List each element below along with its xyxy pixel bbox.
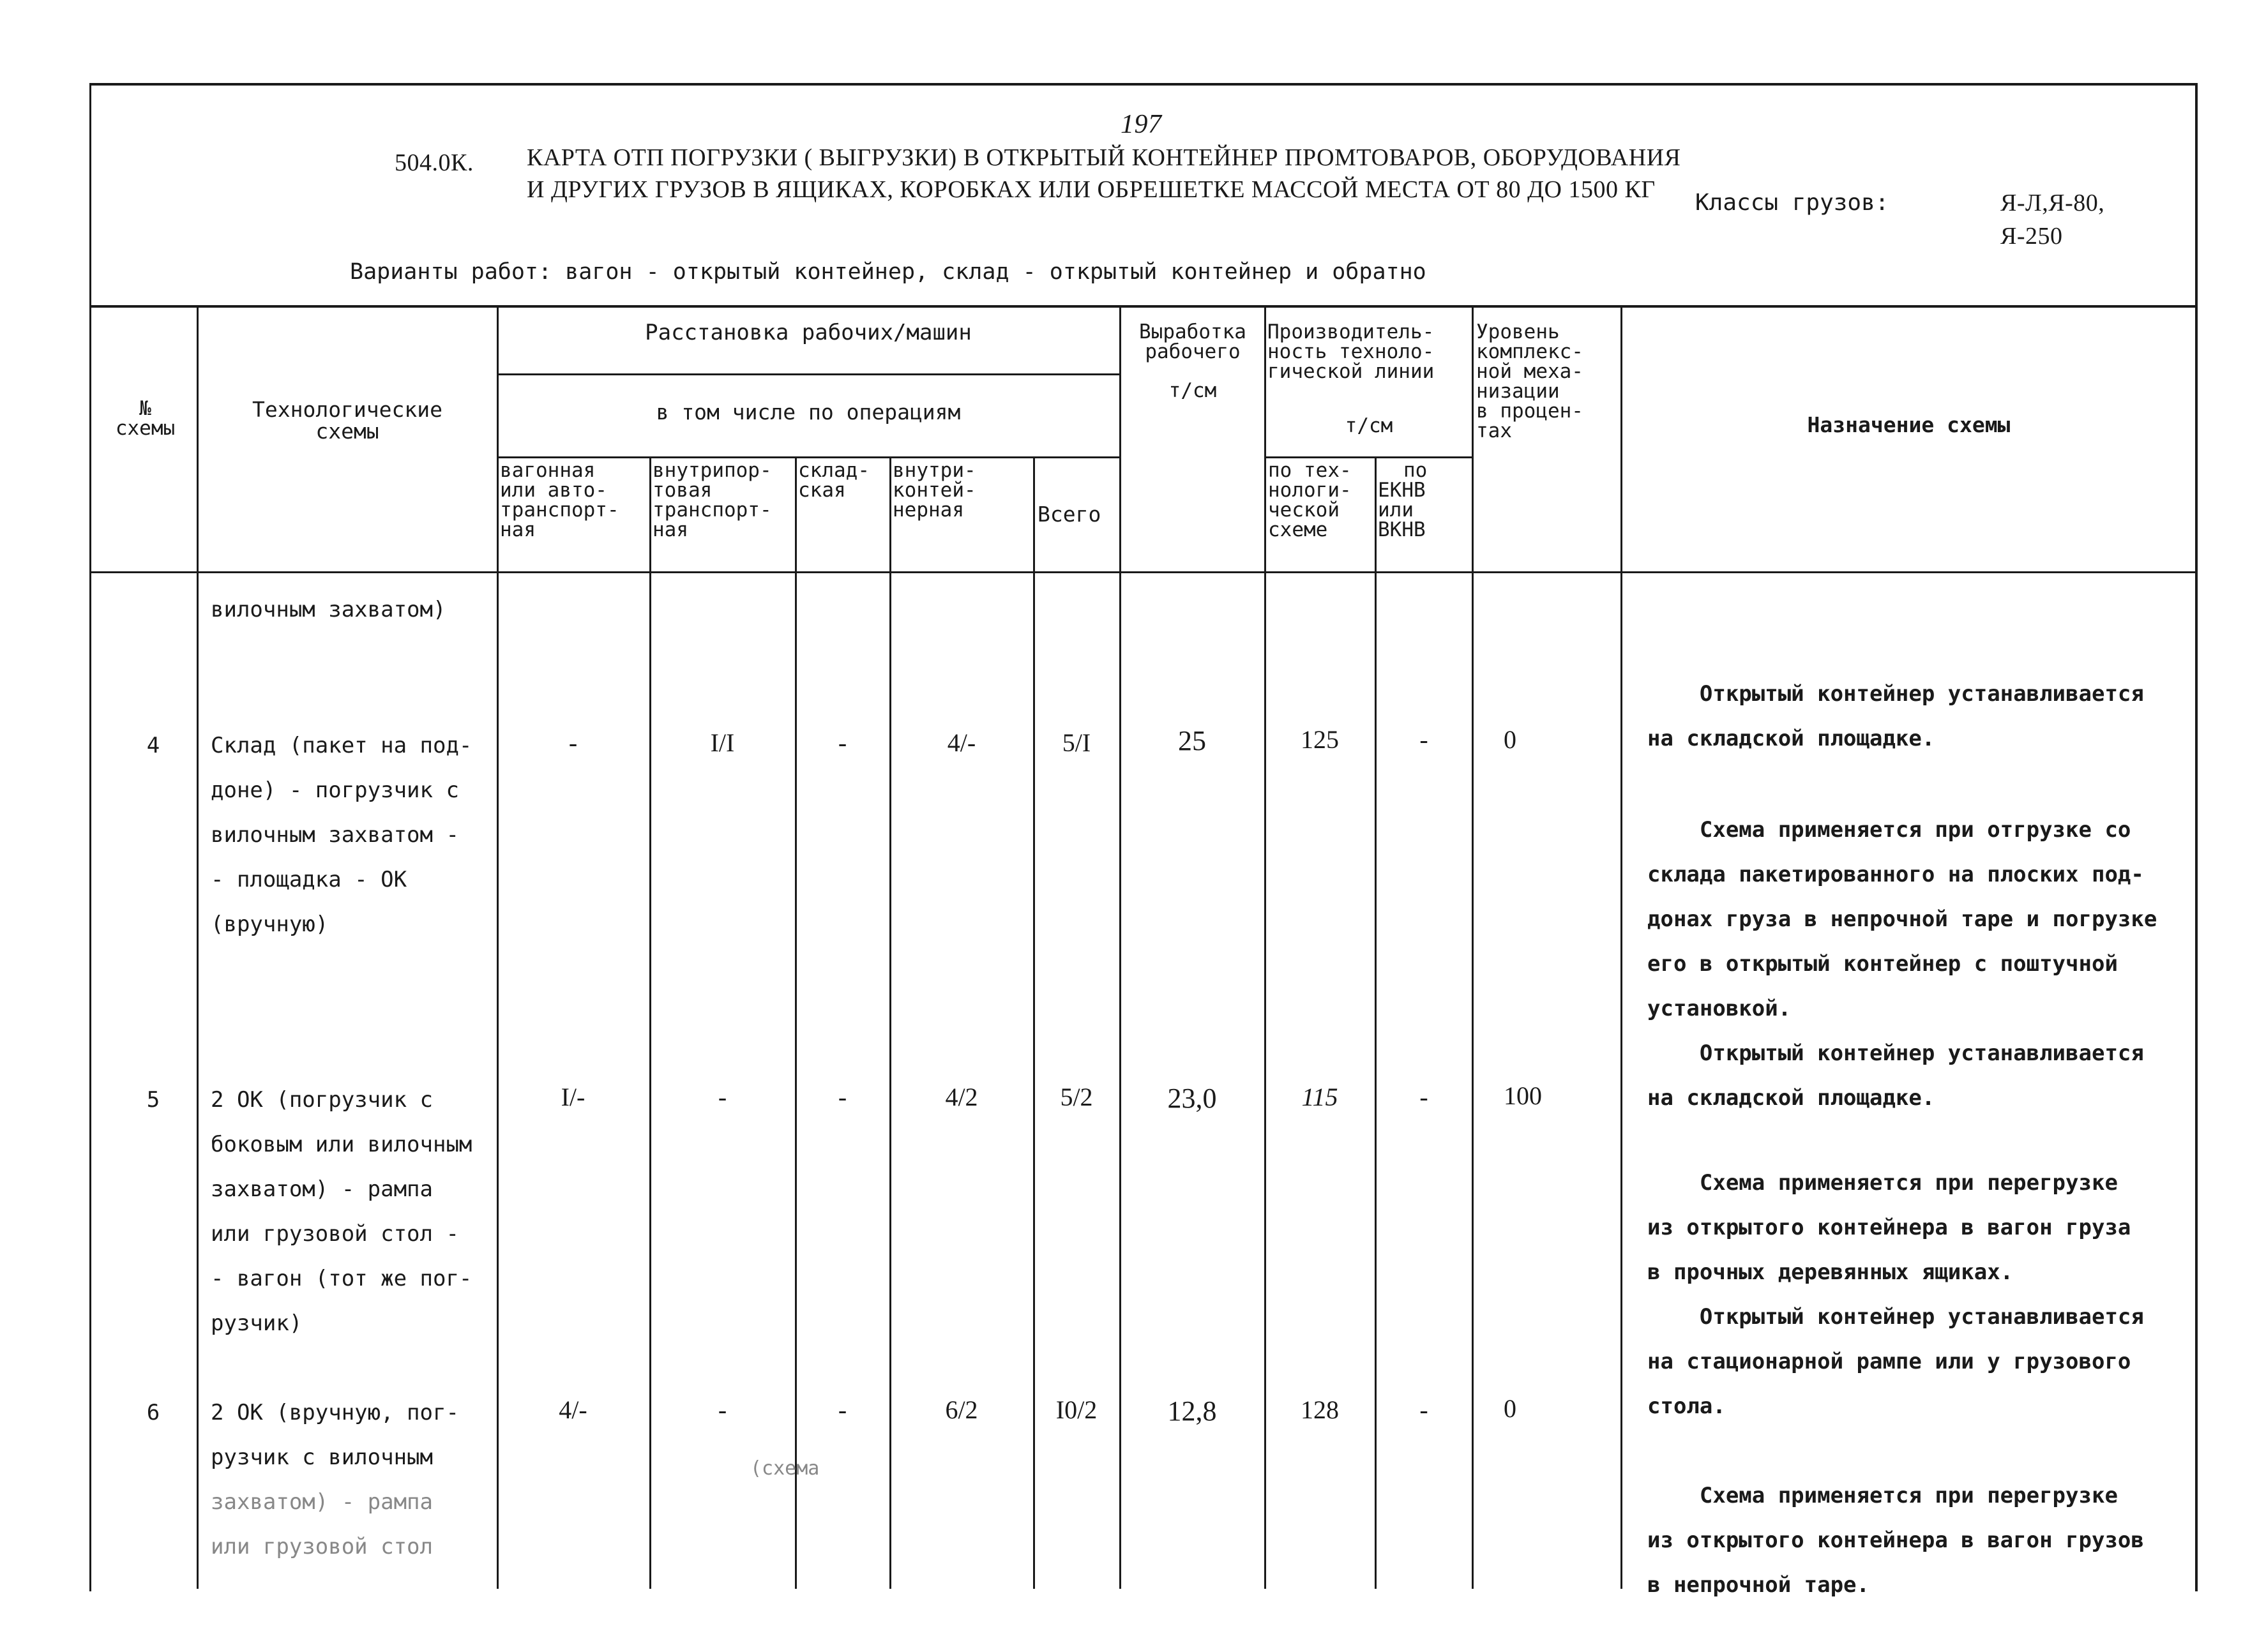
col-header-productivity-unit: т/см xyxy=(1345,414,1393,437)
row-4-op-port: I/I xyxy=(710,728,735,757)
work-variants: Варианты работ: вагон - открытый контейнер, склад - открытый контейнер и обратно xyxy=(350,259,1426,285)
row-4-op-wagon: - xyxy=(568,728,578,757)
row-6-mechanization: 0 xyxy=(1504,1394,1516,1423)
row-6-op-container: 6/2 xyxy=(945,1395,978,1424)
col-header-placement: Расстановка рабочих/машин xyxy=(645,320,972,345)
subheader-line xyxy=(497,373,1119,375)
cargo-classes-label: Классы грузов: xyxy=(1695,190,1889,216)
col-header-op-wagon: вагонная или авто- транспорт- ная xyxy=(500,459,619,541)
subheader-line xyxy=(497,456,1119,458)
row-5-no: 5 xyxy=(146,1087,160,1113)
header-divider xyxy=(89,305,2196,308)
row-4-op-warehouse: - xyxy=(838,728,847,757)
col-header-op-warehouse: склад- ская xyxy=(798,459,870,502)
row-4-purpose: Схема применяется при отгрузке со склада пакетированного на плоских под- донах груза в непрочной таре и погрузке его в открытый контейнер с поштучной установкой. Открытый контейнер устанавливается на складской площадке. xyxy=(1647,817,2157,1111)
row-4-prod-tech: 125 xyxy=(1301,725,1339,754)
col-header-op-port: внутрипор- товая транспорт- ная xyxy=(653,459,772,541)
row-4-op-container: 4/- xyxy=(947,728,976,757)
col-line xyxy=(1472,305,1474,1589)
row-6-purpose: Схема применяется при перегрузке из открытого контейнера в вагон грузов в непрочной таре. xyxy=(1647,1483,2144,1598)
col-header-prod-norm: по ЕКНВ или ВКНВ xyxy=(1378,459,1428,541)
row-5-prod-norm: - xyxy=(1419,1083,1428,1111)
row-6-op-total: I0/2 xyxy=(1055,1395,1098,1424)
row-5-output: 23,0 xyxy=(1167,1083,1217,1114)
col-header-prod-tech: по тех- нологи- ческой схеме xyxy=(1268,459,1352,541)
title-line-2: И ДРУГИХ ГРУЗОВ В ЯЩИКАХ, КОРОБКАХ ИЛИ ОБРЕШЕТКЕ МАССОЙ МЕСТА ОТ 80 ДО 1500 КГ xyxy=(527,176,1656,203)
col-header-output: Выработка рабочего т/см xyxy=(1139,320,1246,402)
subheader-line xyxy=(1264,456,1472,458)
row-5-op-total: 5/2 xyxy=(1060,1083,1093,1111)
col-header-op-container: внутри- контей- нерная xyxy=(893,459,976,522)
row-6-output: 12,8 xyxy=(1167,1395,1217,1427)
row-5-op-wagon: I/- xyxy=(561,1083,585,1111)
document-code: 504.0К. xyxy=(395,149,474,176)
row-6-op-warehouse: - xyxy=(838,1395,847,1424)
row-4-prod-norm: - xyxy=(1419,725,1428,754)
row-4-op-total: 5/I xyxy=(1062,728,1091,757)
row-5-purpose: Схема применяется при перегрузке из открытого контейнера в вагон груза в прочных деревянных ящиках. Открытый контейнер устанавливается на стационарной рампе или у грузового стола. xyxy=(1647,1170,2144,1419)
col-header-by-operation: в том числе по операциям xyxy=(656,400,961,424)
row-0-scheme: вилочным захватом) xyxy=(211,597,446,622)
row-5-op-port: - xyxy=(718,1083,727,1111)
row-6-op-wagon: 4/- xyxy=(559,1395,587,1424)
row-5-op-container: 4/2 xyxy=(945,1083,978,1111)
row-4-output: 25 xyxy=(1178,725,1206,756)
col-header-mechanization: Уровень комплекс- ной меха- низации в процен- тах xyxy=(1476,320,1583,442)
row-6-prod-tech: 128 xyxy=(1301,1395,1339,1424)
bleed-through-text: (схема xyxy=(750,1457,820,1480)
row-5-prod-tech: 115 xyxy=(1301,1083,1338,1111)
col-header-purpose: Назначение схемы xyxy=(1807,412,2011,437)
row-5-op-warehouse: - xyxy=(838,1083,847,1111)
row-6-prod-norm: - xyxy=(1419,1395,1428,1424)
col-line xyxy=(197,305,199,1589)
cargo-classes-value-1: Я-Л,Я-80, xyxy=(2000,190,2105,216)
table-header-bottom-rule xyxy=(89,571,2196,573)
page-number: 197 xyxy=(1121,110,1162,139)
row-4-mechanization: 0 xyxy=(1504,725,1516,754)
row-6-scheme: 2 ОК (вручную, пог- рузчик с вилочным захватом) - рампа или грузовой стол xyxy=(211,1400,459,1559)
col-header-op-total: Всего xyxy=(1038,502,1101,527)
row-6-op-port: - xyxy=(718,1395,727,1424)
row-4-scheme: Склад (пакет на под- доне) - погрузчик с вилочным захватом - - площадка - ОК (вручную) xyxy=(211,733,472,937)
row-5-scheme: 2 ОК (погрузчик с боковым или вилочным захватом) - рампа или грузовой стол - - вагон (тот же пог- рузчик) xyxy=(211,1087,472,1336)
col-header-productivity: Производитель- ность техноло- гической линии xyxy=(1267,320,1435,383)
cargo-classes-value-2: Я-250 xyxy=(2000,223,2063,250)
col-line xyxy=(1620,305,1622,1589)
row-6-no: 6 xyxy=(146,1400,160,1425)
row-0-purpose: Открытый контейнер устанавливается на складской площадке. xyxy=(1647,681,2144,751)
row-5-mechanization: 100 xyxy=(1504,1081,1542,1110)
title-line-1: КАРТА ОТП ПОГРУЗКИ ( ВЫГРУЗКИ) В ОТКРЫТЫЙ КОНТЕЙНЕР ПРОМТОВАРОВ, ОБОРУДОВАНИЯ xyxy=(527,144,1681,171)
col-header-scheme-no: № схемы xyxy=(115,397,176,440)
col-header-tech-schemes: Технологические схемы xyxy=(252,397,442,444)
row-4-no: 4 xyxy=(146,733,160,758)
